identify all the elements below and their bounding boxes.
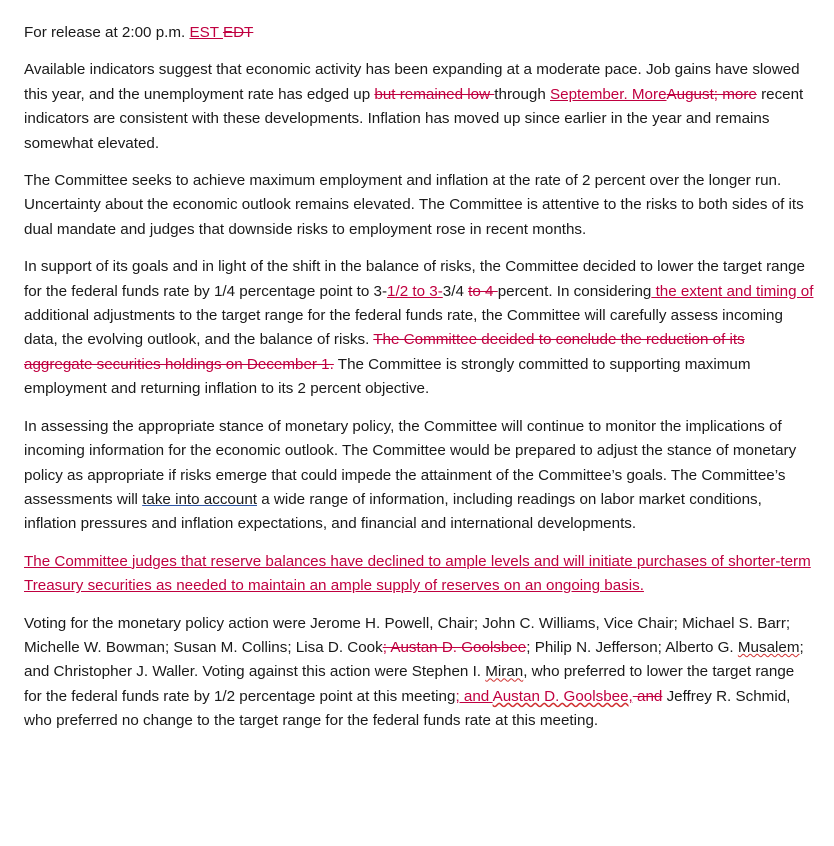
deleted-text: August; more [666,85,757,103]
inserted-text: ; and [455,687,493,705]
text-run: 3/4 [442,282,469,300]
deleted-text: to 4 [468,282,498,300]
inserted-text: , [628,687,633,705]
text-run: Jeffrey R. Schmid, who preferred no change to the target range for the federal funds rate at this meeting. [24,687,791,730]
text-run: In assessing the appropriate stance of monetary policy, the Committee will continue to monitor the implications of incoming information for the economic outlook. The Committee would be prepared to adjust the stance of monetary policy as appropriate if risks emerge that could impede the attainment of the Committee’s goals. The Committee’s assessments will [24,417,797,508]
paragraph-assessment [24,415,814,537]
paragraph-policy-decision [24,255,814,401]
text-run: additional adjustments to the target range for the federal funds rate, the Committee will carefully assess incoming data, the evolving outlook, and the balance of risks. [24,307,783,349]
deleted-text: and [632,687,663,705]
inserted-text: September. More [550,85,667,103]
text-run: recent indicators are consistent with these developments. Inflation has moved up since earlier in the year and remains somewhat elevated. [24,85,804,152]
deleted-text: The Committee decided to conclude the reduction of its aggregate securities holdings on December 1. [24,331,745,373]
inserted-text: 1/2 to 3- [387,282,443,300]
spelling-flagged-word[interactable]: Musalem [737,638,800,656]
text-run: a wide range of information, including readings on labor market conditions, inflation pressures and inflation expectations, and financial and international developments. [24,490,762,533]
text-run: through [494,85,551,103]
inserted-text: EST [189,24,223,41]
deleted-text: but remained low [374,85,495,103]
paragraph-economic-activity [24,58,814,156]
text-run: Voting for the monetary policy action were Jerome H. Powell, Chair; John C. Williams, Vice Chair; Michael S. Barr; Michelle W. Bowman; Susan M. Collins; Lisa D. Cook [24,614,791,656]
text-run: Available indicators suggest that economic activity has been expanding at a moderate pace. Job gains have slowed this year, and the unemployment rate has edged up [24,61,800,103]
paragraph-reserve-balances-inserted: The Committee judges that reserve balances have declined to ample levels and will initiate purchases of shorter-term Treasury securities as needed to maintain an ample supply of reserves on an ongoing basis. [24,552,811,595]
text-run: In support of its goals and in light of the shift in the balance of risks, the Committee decided to lower the target range for the federal funds rate by 1/4 percentage point to 3- [24,258,805,300]
deleted-text: EDT [222,24,254,41]
deleted-text: ; Austan D. Goolsbee [382,638,527,656]
release-text: For release at 2:00 p.m. [24,24,190,41]
release-line [24,21,814,45]
text-run: ; Philip N. Jefferson; Alberto G. [526,638,738,656]
text-run: The Committee is strongly committed to supporting maximum employment and returning inflation to its 2 percent objective. [24,355,751,398]
grammar-flagged-text[interactable]: take into account [142,490,257,508]
inserted-flagged-text[interactable]: Austan D. Goolsbee [492,687,629,705]
text-run: percent. In considering [497,282,652,300]
paragraph-voting [24,612,814,734]
text-run: , who preferred to lower the target range for the federal funds rate by 1/2 percentage point at this meeting [24,663,795,705]
text-run: ; and Christopher J. Waller. Voting against this action were Stephen I. [24,638,804,681]
inserted-text: the extent and timing of [651,282,814,300]
document-body [24,21,814,747]
spelling-flagged-word[interactable]: Miran [485,663,524,681]
paragraph-dual-mandate: The Committee seeks to achieve maximum employment and inflation at the rate of 2 percent over the longer run. Uncertainty about the economic outlook remains elevated. The Committee is attentive to the risks to both sides of its dual mandate and judges that downside risks to employment rose in recent months. [24,172,804,238]
